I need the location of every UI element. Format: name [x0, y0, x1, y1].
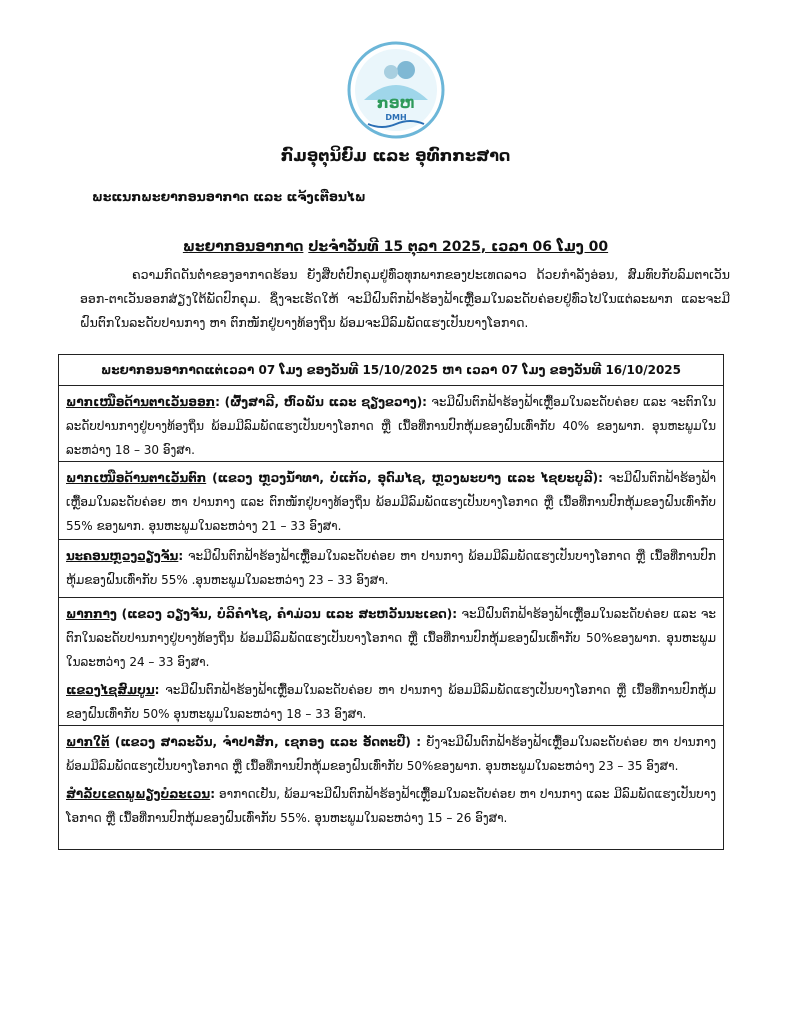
subregion-label: ແຂວງໄຊສົມບູນ	[66, 683, 155, 697]
region-forecast: ຈະມີຝົນຕົກຟ້າຮ້ອງຟ້າເຫຼື້ອມໃນລະດັບຄ່ອຍ ແລະ ຈະຕົກໃນລະດັບປານກາງຢູ່ບາງທ້ອງຖິ່ນ ພ້ອມມີລົມພັດແຮງເປັນບາງໂອກາດ ຫຼື ເນື້ອທີ່ການປົກຫຸ້ມຂອງຝົນເທົ່າກັບ 50%ຂອງພາກ. ອຸນຫະພູມໃນລະຫວ່າງ 24 – 33 ອົງສາ.	[66, 607, 716, 669]
region-forecast: ຍັງຈະມີຝົນຕົກຟ້າຮ້ອງຟ້າເຫຼື້ອມໃນລະດັບຄ່ອຍ ຫາ ປານກາງ ພ້ອມມີລົມພັດແຮງເປັນບາງໂອກາດ ຫຼື ເນື້ອທີ່ການປົກຫຸ້ມຂອງຝົນເທົ່າກັບ 50%ຂອງພາກ. ອຸນຫະພູມໃນລະຫວ່າງ 23 – 35 ອົງສາ.	[66, 735, 716, 773]
region-forecast: ຈະມີຝົນຕົກຟ້າຮ້ອງຟ້າເຫຼື້ອມໃນລະດັບຄ່ອຍ ຫາ ປານກາງ ພ້ອມມີລົມພັດແຮງເປັນບາງໂອກາດ ຫຼື ເນື້ອທີ່ການປົກຫຸ້ມຂອງຝົນເທົ່າກັບ 55% .ອຸນຫະພູມໃນລະຫວ່າງ 23 – 33 ອົງສາ.	[66, 549, 716, 587]
forecast-title	[0, 239, 791, 255]
region-forecast: ຈະມີຝົນຕົກຟ້າຮ້ອງຟ້າເຫຼື້ອມໃນລະດັບຄ່ອຍ ຫາ ປານກາງ ແລະ ຕົກໜັກຢູ່ບາງທ້ອງຖິ່ນ ພ້ອມມີລົມພັດແຮງເປັນບາງໂອກາດ ຫຼື ເນື້ອທີ່ການປົກຫຸ້ມຂອງຝົນເທົ່າກັບ 55% ຂອງພາກ. ອຸນຫະພູມໃນລະຫວ່າງ 21 – 33 ອົງສາ.	[66, 471, 716, 533]
region-forecast: ຈະມີຝົນຕົກຟ້າຮ້ອງຟ້າເຫຼື້ອມໃນລະດັບຄ່ອຍ ແລະ ຈະຕົກໃນລະດັບປານກາງຢູ່ບາງທ້ອງຖິ່ນ ພ້ອມມີລົມພັດແຮງເປັນບາງໂອກາດ ຫຼື ເນື້ອທີ່ການປົກຫຸ້ມຂອງຝົນເທົ່າກັບ 40% ຂອງພາກ. ອຸນຫະພູມໃນລະຫວ່າງ 18 – 30 ອົງສາ.	[66, 395, 717, 457]
region-label: ພາກເໜືອດ້ານຕາເວັນອອກ	[66, 395, 216, 409]
forecast-title-label: ພະຍາກອນອາກາດ	[182, 239, 304, 255]
table-row	[59, 597, 723, 725]
south-paragraph	[66, 730, 716, 778]
region-provinces: (ແຂວງ ສາລະວັນ, ຈຳປາສັກ, ເຊກອງ ແລະ ອັດຕະປື) :	[109, 735, 422, 749]
region-label: ນະຄອນຫຼວງວຽງຈັນ	[66, 549, 179, 563]
forecast-table	[58, 354, 724, 850]
logo-text: ກອຫ	[376, 94, 416, 112]
table-row	[59, 539, 723, 597]
subregion-provinces: :	[154, 683, 160, 697]
table-row	[59, 725, 723, 849]
central-paragraph	[66, 602, 716, 674]
xaisomboun-paragraph	[66, 678, 716, 726]
region-provinces: : (ຜົ້ງສາລີ, ຫົວພັນ ແລະ ຊຽງຂວາງ):	[215, 395, 427, 409]
region-label: ພາກກາງ	[66, 607, 117, 621]
region-provinces: :	[178, 549, 184, 563]
table-heading: ພະຍາກອນອາກາດແຕ່ເວລາ 07 ໂມງ ຂອງວັນທີ 15/10/2025 ຫາ ເວລາ 07 ໂມງ ຂອງວັນທີ 16/10/2025	[100, 363, 682, 377]
dmh-logo	[346, 40, 446, 140]
subregion-label: ສຳລັບເຂດພູພຽງບໍລະເວນ	[66, 787, 211, 801]
bolaven-paragraph	[66, 782, 716, 830]
region-provinces: (ແຂວງ ວຽງຈັນ, ບໍລິຄຳໄຊ, ຄຳມ່ວນ ແລະ ສະຫວັນນະເຂດ):	[116, 607, 458, 621]
forecast-intro: ຄວາມກົດດັນຕ່ຳຂອງອາກາດຮ້ອນ ຍັງສືບຕໍ່ປົກຄຸມຢູ່ທົ່ວທຸກພາກຂອງປະເທດລາວ ດ້ວຍກຳລັງອ່ອນ, ສົມທົບກັບລົມຕາເວັນອອກ-ຕາເວັນອອກສ່ຽງໃຕ້ພັດປົກຄຸມ. ຊຶ່ງຈະເຮັດໃຫ້ ຈະມີຝົນຕົກຟ້າຮ້ອງຟ້າເຫຼື້ອມໃນລະດັບຄ່ອຍຢູ່ທົ່ວໄປໃນແຕ່ລະພາກ ແລະຈະມີຝົນຕົກໃນລະດັບປານກາງ ຫາ ຕົກໜັກຢູ່ບາງທ້ອງຖິ່ນ ພ້ອມຈະມີລົມພັດແຮງເປັນບາງໂອກາດ.	[80, 267, 730, 330]
logo-subtext: DMH	[385, 113, 407, 122]
table-row	[59, 385, 723, 461]
department-title: ກົມອຸຕຸນິຍົມ ແລະ ອຸທົກກະສາດ	[280, 146, 511, 165]
region-provinces: (ແຂວງ ຫຼວງນ້ຳທາ, ບໍ່ແກ້ວ, ອຸດົມໄຊ, ຫຼວງພະບາງ ແລະ ໄຊຍະບູລີ):	[206, 471, 603, 485]
region-label: ພາກໃຕ້	[66, 735, 110, 749]
subregion-forecast: ຈະມີຝົນຕົກຟ້າຮ້ອງຟ້າເຫຼື້ອມໃນລະດັບຄ່ອຍ ຫາ ປານກາງ ພ້ອມມີລົມພັດແຮງເປັນບາງໂອກາດ ຫຼື ເນື້ອທີ່ການປົກຫຸ້ມຂອງຝົນເທົ່າກັບ 50% ອຸນຫະພູມໃນລະຫວ່າງ 18 – 33 ອົງສາ.	[66, 683, 716, 721]
forecast-title-date: ປະຈຳວັນທີ 15 ຕຸລາ 2025, ເວລາ 06 ໂມງ 00	[308, 239, 609, 255]
region-label: ພາກເໜືອດ້ານຕາເວັນຕົກ	[66, 471, 207, 485]
logo-emblem	[346, 40, 446, 140]
subregion-forecast: ອາກາດເຢັນ, ພ້ອມຈະມີຝົນຕົກຟ້າຮ້ອງຟ້າເຫຼື້ອມໃນລະດັບຄ່ອຍ ຫາ ປານກາງ ແລະ ມີລົມພັດແຮງເປັນບາງໂອກາດ ຫຼື ເນື້ອທີ່ການປົກຫຸ້ມຂອງຝົນເທົ່າກັບ 55%. ອຸນຫະພູມໃນລະຫວ່າງ 15 – 26 ອົງສາ.	[66, 787, 716, 825]
table-row	[59, 461, 723, 539]
subregion-provinces: :	[210, 787, 215, 801]
division-name: ພະແນກພະຍາກອນອາກາດ ແລະ ແຈ້ງເຕືອນໄພ	[92, 189, 366, 204]
